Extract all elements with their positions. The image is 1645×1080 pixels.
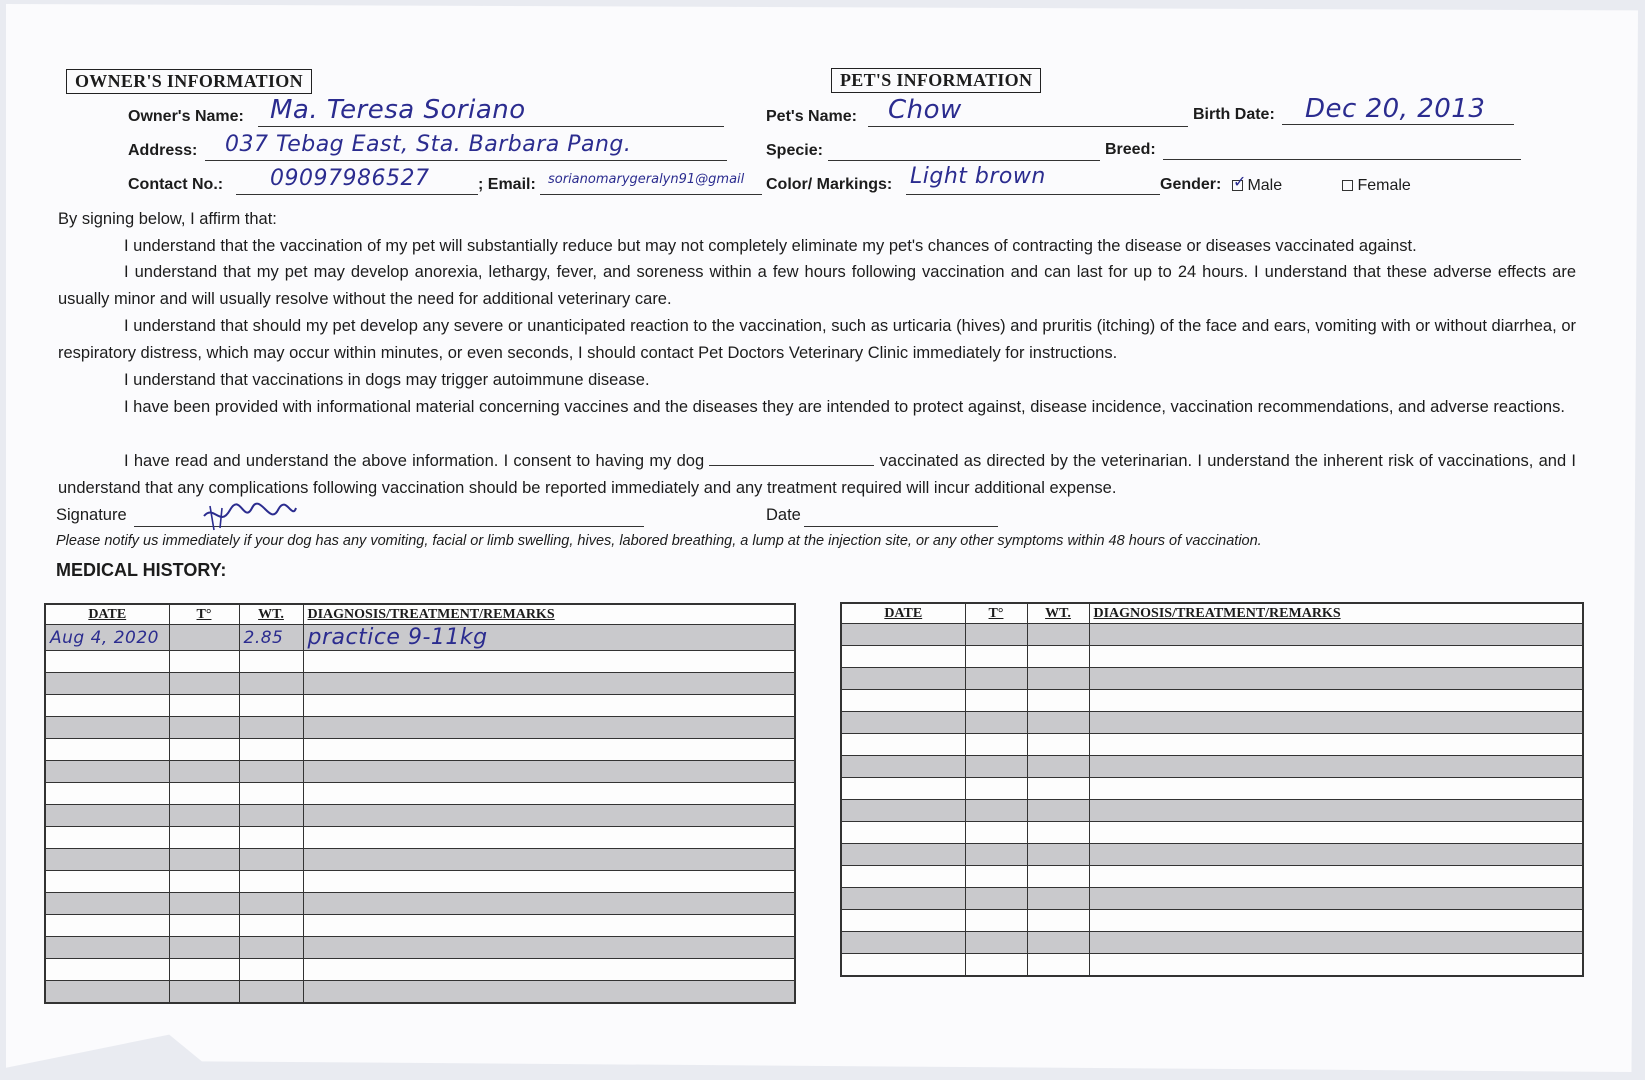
handwritten-entry: 2.85 [243,627,284,648]
weight-cell[interactable] [1027,646,1089,668]
medical-history-title: MEDICAL HISTORY: [56,560,227,580]
date-cell[interactable] [841,932,965,954]
temp-cell[interactable] [965,822,1027,844]
owner-section-title: OWNER'S INFORMATION [66,69,312,94]
temp-cell[interactable] [169,651,239,673]
weight-cell[interactable] [239,625,303,651]
table-row [45,959,795,981]
weight-cell[interactable] [239,717,303,739]
date-cell[interactable] [841,668,965,690]
table-row [841,932,1583,954]
date-cell[interactable] [841,646,965,668]
table-row [841,954,1583,977]
date-cell[interactable] [45,915,169,937]
table-row [45,849,795,871]
diagnosis-cell[interactable] [303,937,795,959]
diagnosis-cell[interactable] [303,783,795,805]
diagnosis-cell[interactable] [303,625,795,651]
weight-cell[interactable] [1027,932,1089,954]
table-row [841,910,1583,932]
weight-cell[interactable] [239,893,303,915]
table-row [841,800,1583,822]
table-row [841,866,1583,888]
birth-date-value: Dec 20, 2013 [1305,94,1486,124]
temp-cell[interactable] [169,893,239,915]
consent-p6-end: vaccinated as directed by the veterinarian. I understand the inherent risk of vaccinations, and I understand that any complications following vaccination should be reported immediately and any treatment required will incur additional expense. [58,452,1576,497]
temp-cell[interactable] [169,673,239,695]
temp-cell[interactable] [169,849,239,871]
consent-p3: I understand that should my pet develop any severe or unanticipated reaction to the vaccination, such as urticaria (hives) and pruritis (itching) of the face and ears, vomiting with or without diarrhea, or respiratory distress, which may occur within minutes, or even seconds, I should contact Pet Doctors Veterinary Clinic immediately for instructions. [58,317,1576,362]
diagnosis-cell[interactable] [1089,668,1583,690]
pet-name-label: Pet's Name: [766,108,857,125]
male-label: Male [1247,177,1283,194]
table-row [841,822,1583,844]
temp-cell[interactable] [169,915,239,937]
owner-name-label: Owner's Name: [128,108,244,125]
notice-text: Please notify us immediately if your dog has any vomiting, facial or limb swelling, hives, labored breathing, a lump at the injection site, or any other symptoms within 48 hours of vaccination. [56,533,1262,549]
table-row [45,871,795,893]
temp-cell[interactable] [965,734,1027,756]
col-temp: T° [965,603,1027,624]
table-row [45,893,795,915]
temp-cell[interactable] [965,756,1027,778]
temp-cell[interactable] [965,844,1027,866]
diagnosis-cell[interactable] [303,805,795,827]
table-row [841,778,1583,800]
temp-cell[interactable] [169,717,239,739]
table-row [841,690,1583,712]
date-cell[interactable] [841,866,965,888]
temp-cell[interactable] [965,778,1027,800]
table-row [841,888,1583,910]
gender-male-option[interactable] [1232,174,1283,195]
female-label: Female [1357,177,1411,194]
col-date: DATE [45,604,169,625]
consent-p4: I understand that vaccinations in dogs may trigger autoimmune disease. [124,371,650,389]
consent-intro: By signing below, I affirm that: [58,210,277,228]
consent-p6-start: I have read and understand the above information. I consent to having my dog [124,452,705,470]
table-row [45,827,795,849]
weight-cell[interactable] [1027,888,1089,910]
table-row [45,651,795,673]
weight-cell[interactable] [239,827,303,849]
weight-cell[interactable] [1027,756,1089,778]
weight-cell[interactable] [239,805,303,827]
contact-value: 09097986527 [270,166,430,191]
diagnosis-cell[interactable] [303,827,795,849]
temp-cell[interactable] [965,866,1027,888]
date-cell[interactable] [45,827,169,849]
diagnosis-cell[interactable] [1089,866,1583,888]
diagnosis-cell[interactable] [303,695,795,717]
table-row [841,624,1583,646]
col-date: DATE [841,603,965,624]
signature-scribble [200,500,300,532]
pet-section-title: PET'S INFORMATION [831,68,1041,93]
date-cell[interactable] [45,849,169,871]
table-row [45,717,795,739]
temp-cell[interactable] [965,800,1027,822]
temp-cell[interactable] [169,761,239,783]
temp-cell[interactable] [965,668,1027,690]
temp-cell[interactable] [169,937,239,959]
date-cell[interactable] [45,695,169,717]
table-row [45,981,795,1004]
col-diagnosis: DIAGNOSIS/TREATMENT/REMARKS [1089,603,1583,624]
table-header-row [45,604,795,625]
gender-label: Gender: [1160,176,1222,193]
diagnosis-cell[interactable] [1089,756,1583,778]
contact-label: Contact No.: [128,176,224,193]
weight-cell[interactable] [1027,866,1089,888]
date-cell[interactable] [45,893,169,915]
diagnosis-cell[interactable] [1089,734,1583,756]
date-cell[interactable] [45,673,169,695]
date-cell[interactable] [45,625,169,651]
consent-p6 [58,448,1576,502]
weight-cell[interactable] [239,959,303,981]
table-row [45,937,795,959]
diagnosis-cell[interactable] [1089,712,1583,734]
medical-history-table-left [44,603,796,1004]
date-cell[interactable] [841,800,965,822]
diagnosis-cell[interactable] [1089,778,1583,800]
diagnosis-cell[interactable] [303,981,795,1004]
handwritten-entry: practice 9-11kg [307,625,488,650]
temp-cell[interactable] [169,739,239,761]
diagnosis-cell[interactable] [303,761,795,783]
handwritten-entry: Aug 4, 2020 [50,627,159,648]
weight-cell[interactable] [239,915,303,937]
weight-cell[interactable] [1027,822,1089,844]
table-row [45,805,795,827]
weight-cell[interactable] [239,651,303,673]
table-row [841,646,1583,668]
temp-cell[interactable] [965,888,1027,910]
email-label: ; Email: [478,176,536,193]
weight-cell[interactable] [239,981,303,1004]
date-field[interactable] [804,504,998,527]
temp-cell[interactable] [169,695,239,717]
diagnosis-cell[interactable] [1089,800,1583,822]
table-row [841,756,1583,778]
color-value: Light brown [910,164,1046,189]
weight-cell[interactable] [1027,624,1089,646]
weight-cell[interactable] [239,761,303,783]
table-row [841,712,1583,734]
col-weight: WT. [239,604,303,625]
diagnosis-cell[interactable] [1089,888,1583,910]
date-cell[interactable] [45,783,169,805]
temp-cell[interactable] [169,827,239,849]
diagnosis-cell[interactable] [303,651,795,673]
birth-date-label: Birth Date: [1193,106,1275,123]
table-row [45,783,795,805]
date-cell[interactable] [841,844,965,866]
owner-name-value: Ma. Teresa Soriano [270,95,526,125]
weight-cell[interactable] [1027,668,1089,690]
weight-cell[interactable] [1027,690,1089,712]
col-diagnosis: DIAGNOSIS/TREATMENT/REMARKS [303,604,795,625]
date-cell[interactable] [45,805,169,827]
female-checkbox[interactable] [1342,180,1353,191]
temp-cell[interactable] [965,646,1027,668]
date-cell[interactable] [841,910,965,932]
weight-cell[interactable] [1027,844,1089,866]
table-row [45,761,795,783]
date-cell[interactable] [45,871,169,893]
diagnosis-cell[interactable] [303,959,795,981]
temp-cell[interactable] [965,910,1027,932]
date-cell[interactable] [45,981,169,1004]
date-cell[interactable] [841,888,965,910]
temp-cell[interactable] [169,959,239,981]
consent-p5: I have been provided with informational material concerning vaccines and the diseases they are intended to protect against, disease incidence, vaccination recommendations, and adverse reactions. [124,398,1565,416]
breed-field[interactable] [1163,137,1521,160]
diagnosis-cell[interactable] [1089,624,1583,646]
weight-cell[interactable] [239,871,303,893]
dog-name-blank[interactable] [709,449,874,466]
specie-field[interactable] [828,138,1100,161]
diagnosis-cell[interactable] [303,871,795,893]
consent-p1: I understand that the vaccination of my pet will substantially reduce but may not completely eliminate my pet's chances of contracting the disease or diseases vaccinated against. [124,237,1417,255]
check-mark-icon: ✓ [1233,174,1247,192]
diagnosis-cell[interactable] [1089,932,1583,954]
date-cell[interactable] [841,712,965,734]
table-row [45,625,795,651]
consent-p2: I understand that my pet may develop anorexia, lethargy, fever, and soreness within a few hours following vaccination and can last for up to 24 hours. I understand that these adverse effects are usually minor and will usually resolve without the need for additional veterinary care. [58,263,1576,308]
table-row [45,695,795,717]
date-label: Date [766,506,801,524]
pet-name-value: Chow [888,95,962,125]
table-row [841,844,1583,866]
weight-cell[interactable] [239,739,303,761]
diagnosis-cell[interactable] [303,893,795,915]
diagnosis-cell[interactable] [303,673,795,695]
date-cell[interactable] [841,822,965,844]
date-cell[interactable] [45,761,169,783]
date-cell[interactable] [45,959,169,981]
temp-cell[interactable] [169,783,239,805]
temp-cell[interactable] [965,954,1027,977]
date-cell[interactable] [45,717,169,739]
address-value: 037 Tebag East, Sta. Barbara Pang. [225,132,632,157]
diagnosis-cell[interactable] [303,849,795,871]
diagnosis-cell[interactable] [1089,910,1583,932]
male-checkbox[interactable] [1232,174,1247,192]
temp-cell[interactable] [169,981,239,1004]
temp-cell[interactable] [965,712,1027,734]
diagnosis-cell[interactable] [1089,844,1583,866]
address-label: Address: [128,142,198,159]
weight-cell[interactable] [1027,954,1089,977]
diagnosis-cell[interactable] [1089,954,1583,977]
table-row [45,739,795,761]
gender-female-option[interactable] [1342,177,1411,195]
color-label: Color/ Markings: [766,176,893,193]
weight-cell[interactable] [239,937,303,959]
table-row [841,734,1583,756]
temp-cell[interactable] [169,871,239,893]
temp-cell[interactable] [965,932,1027,954]
date-cell[interactable] [45,937,169,959]
table-row [45,673,795,695]
weight-cell[interactable] [239,849,303,871]
date-cell[interactable] [841,778,965,800]
temp-cell[interactable] [169,805,239,827]
date-cell[interactable] [841,954,965,977]
diagnosis-cell[interactable] [303,717,795,739]
date-cell[interactable] [841,734,965,756]
date-cell[interactable] [841,756,965,778]
email-value: sorianomarygeralyn91@gmail [548,172,745,187]
table-header-row [841,603,1583,624]
date-cell[interactable] [841,690,965,712]
specie-label: Specie: [766,142,823,159]
date-cell[interactable] [841,624,965,646]
diagnosis-cell[interactable] [1089,646,1583,668]
table-row [45,915,795,937]
diagnosis-cell[interactable] [1089,690,1583,712]
weight-cell[interactable] [1027,734,1089,756]
col-weight: WT. [1027,603,1089,624]
diagnosis-cell[interactable] [303,739,795,761]
temp-cell[interactable] [965,690,1027,712]
breed-label: Breed: [1105,141,1156,158]
temp-cell[interactable] [965,624,1027,646]
signature-label: Signature [56,506,127,524]
weight-cell[interactable] [239,783,303,805]
medical-history-table-right [840,602,1584,977]
weight-cell[interactable] [1027,910,1089,932]
date-cell[interactable] [45,651,169,673]
table-row [841,668,1583,690]
weight-cell[interactable] [239,695,303,717]
weight-cell[interactable] [1027,800,1089,822]
diagnosis-cell[interactable] [303,915,795,937]
date-cell[interactable] [45,739,169,761]
weight-cell[interactable] [1027,778,1089,800]
diagnosis-cell[interactable] [1089,822,1583,844]
weight-cell[interactable] [1027,712,1089,734]
temp-cell[interactable] [169,625,239,651]
col-temp: T° [169,604,239,625]
weight-cell[interactable] [239,673,303,695]
